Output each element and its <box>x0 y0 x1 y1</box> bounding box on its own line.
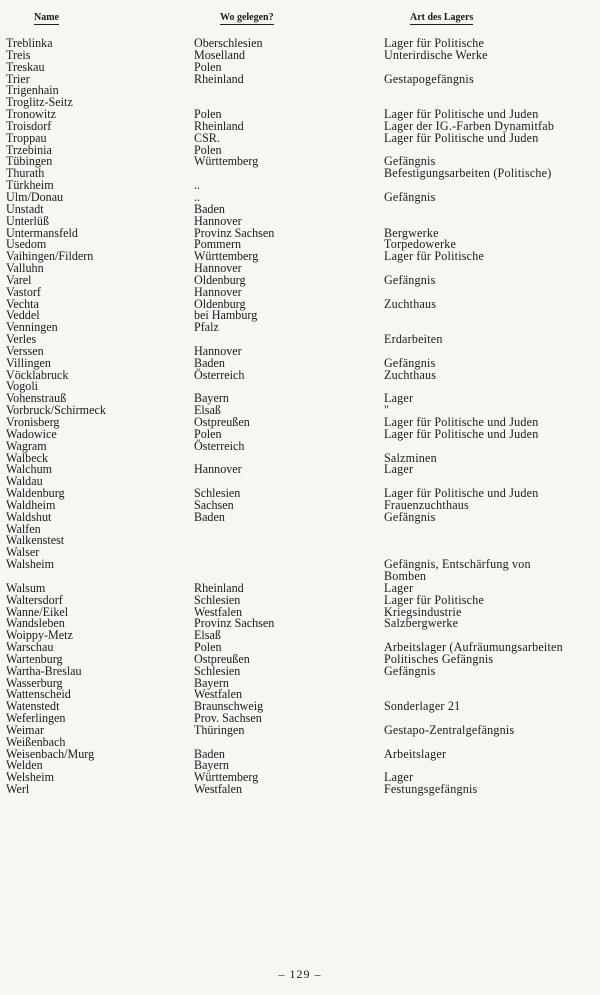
cell-location: Sachsen <box>194 497 234 512</box>
cell-name: Waldheim <box>6 497 56 512</box>
cell-location: Hannover <box>194 261 242 276</box>
cell-camp-type: Arbeitslager (Aufräumungsarbeiten <box>384 640 563 655</box>
cell-camp-type <box>384 760 600 772</box>
cell-name: Vronisberg <box>6 415 60 429</box>
cell-camp-type: Lager für Politische und Juden <box>384 107 539 122</box>
cell-location <box>194 547 380 559</box>
cell-name: Waltersdorf <box>6 592 63 607</box>
cell-location: Elsaß <box>194 403 221 418</box>
cell-name: Woippy-Metz <box>6 628 73 643</box>
cell-camp-type: Torpedowerke <box>384 237 457 252</box>
cell-camp-type: Zuchthaus <box>384 296 437 311</box>
cell-camp-type: Lager für Politische und Juden <box>384 426 539 441</box>
cell-location: Österreich <box>194 438 245 453</box>
cell-location: bei Hamburg <box>194 308 258 323</box>
cell-camp-type: Gefängnis <box>384 355 436 370</box>
cell-name: Ulm/Donau <box>6 189 64 204</box>
cell-camp-type: " <box>384 403 390 418</box>
cell-location: Oldenburg <box>194 272 246 287</box>
cell-name: Unstadt <box>6 201 44 216</box>
cell-location <box>194 559 380 571</box>
cell-camp-type: Frauenzuchthaus <box>384 497 469 512</box>
cell-camp-type <box>384 381 600 393</box>
cell-location: Polen <box>194 142 222 157</box>
cell-camp-type: Erdarbeiten <box>384 332 443 347</box>
cell-name: Wasserburg <box>6 675 63 690</box>
cell-camp-type: Lager der IG.-Farben Dynamitfab <box>384 118 555 133</box>
cell-name: Troglitz-Seitz <box>6 95 73 110</box>
cell-location: Württemberg <box>194 249 259 264</box>
cell-camp-type: Gefängnis <box>384 154 436 169</box>
cell-name: Waldenburg <box>6 486 65 501</box>
cell-location: Polen <box>194 640 222 655</box>
cell-name: Troppau <box>6 130 47 145</box>
cell-camp-type: Festungsgefängnis <box>384 782 478 796</box>
cell-camp-type: Lager <box>384 462 414 477</box>
cell-camp-type: Salzminen <box>384 450 437 465</box>
cell-location <box>194 85 380 97</box>
cell-camp-type <box>384 524 600 536</box>
cell-location: Württemberg <box>194 154 259 169</box>
cell-name: Welden <box>6 758 43 773</box>
cell-name: Vogoli <box>6 379 39 394</box>
cell-name: Verles <box>6 332 37 347</box>
cell-name: Venningen <box>6 320 58 335</box>
cell-camp-type: Lager für Politische und Juden <box>384 130 539 145</box>
cell-location: Bayern <box>194 391 229 406</box>
cell-location: Baden <box>194 201 225 216</box>
cell-location: Württemberg <box>194 770 259 785</box>
page-number: – 129 – <box>278 967 322 981</box>
cell-name: Weisenbach/Murg <box>6 746 95 761</box>
cell-location: Hannover <box>194 213 242 228</box>
cell-location: Baden <box>194 355 225 370</box>
cell-name: Walfen <box>6 521 41 536</box>
cell-location: Rheinland <box>194 580 244 595</box>
cell-location: Hannover <box>194 462 242 477</box>
cell-camp-type: Lager für Politische <box>384 38 485 50</box>
cell-location: Westfalen <box>194 782 243 796</box>
cell-camp-type: Gefängnis <box>384 663 436 678</box>
column-camp-type <box>384 38 600 796</box>
cell-name: Walchum <box>6 462 53 477</box>
cell-name: Vaihingen/Fildern <box>6 249 94 264</box>
cell-camp-type: Befestigungsarbeiten (Politische) <box>384 166 552 181</box>
cell-location: Provinz Sachsen <box>194 225 275 240</box>
cell-camp-type <box>384 85 600 97</box>
cell-name: Tronowitz <box>6 107 56 122</box>
cell-location: .. <box>194 189 201 204</box>
cell-location <box>194 535 380 547</box>
cell-location: Oberschlesien <box>194 38 263 50</box>
cell-camp-type: Sonderlager 21 <box>384 699 461 714</box>
cell-location: Braunschweig <box>194 699 264 714</box>
cell-location: .. <box>194 178 201 193</box>
cell-location: Schlesien <box>194 486 241 501</box>
cell-name: Trier <box>6 71 30 86</box>
cell-name: Thurath <box>6 166 45 181</box>
cell-name: Verssen <box>6 343 44 358</box>
cell-name: Vöcklabruck <box>6 367 69 382</box>
cell-location: Prov. Sachsen <box>194 711 262 726</box>
cell-location: Westfalen <box>194 604 243 619</box>
cell-camp-type: Lager für Politische <box>384 249 485 264</box>
cell-camp-type: Lager für Politische und Juden <box>384 415 539 429</box>
cell-name: Valluhn <box>6 261 44 276</box>
cell-name: Watenstedt <box>6 699 60 714</box>
cell-location: CSR. <box>194 130 220 145</box>
cell-location: Hannover <box>194 343 242 358</box>
cell-location: Westfalen <box>194 687 243 702</box>
cell-camp-type: Arbeitslager <box>384 746 447 761</box>
cell-camp-type: Salzbergwerke <box>384 616 459 631</box>
cell-name: Weimar <box>6 722 44 737</box>
cell-camp-type: Unterirdische Werke <box>384 47 488 62</box>
cell-name: Wartenburg <box>6 651 63 666</box>
cell-camp-type: Kriegsindustrie <box>384 604 462 619</box>
cell-location: Thüringen <box>194 722 245 737</box>
cell-name: Weferlingen <box>6 711 66 726</box>
cell-name: Villingen <box>6 355 51 370</box>
cell-name: Unterlüß <box>6 213 49 228</box>
header-location: Wo gelegen? <box>220 12 274 23</box>
cell-name: Weißenbach <box>6 734 66 749</box>
cell-name: Walsum <box>6 580 46 595</box>
cell-name: Wagram <box>6 438 47 453</box>
cell-camp-type: Bomben <box>384 568 427 583</box>
cell-location: Baden <box>194 746 225 761</box>
header-camp-type: Art des Lagers <box>410 12 474 23</box>
cell-name: Veddel <box>6 308 40 323</box>
cell-camp-type: Lager <box>384 580 414 595</box>
cell-location: Polen <box>194 107 222 122</box>
cell-location: Pommern <box>194 237 242 252</box>
cell-camp-type: Gefängnis <box>384 272 436 287</box>
column-name <box>6 38 194 796</box>
cell-name: Warschau <box>6 640 54 655</box>
cell-location: Oldenburg <box>194 296 246 311</box>
cell-location <box>194 97 380 109</box>
cell-name: Wadowice <box>6 426 57 441</box>
cell-name: Waldshut <box>6 509 52 524</box>
cell-name: Trzebinia <box>6 142 52 157</box>
cell-name: Wanne/Eikel <box>6 604 69 619</box>
cell-name: Walser <box>6 545 40 560</box>
cell-camp-type: Gestapogefängnis <box>384 71 474 86</box>
cell-camp-type: Gefängnis, Entschärfung von <box>384 557 531 572</box>
cell-name: Walsheim <box>6 557 55 572</box>
cell-name: Wandsleben <box>6 616 65 631</box>
cell-camp-type: Lager für Politische <box>384 592 485 607</box>
column-location <box>194 38 380 796</box>
cell-location: Schlesien <box>194 663 241 678</box>
cell-location: Schlesien <box>194 592 241 607</box>
cell-location: Ostpreußen <box>194 651 250 666</box>
cell-location: Rheinland <box>194 71 244 86</box>
cell-name: Walkenstest <box>6 533 65 548</box>
cell-camp-type: Gestapo-Zentralgefängnis <box>384 722 515 737</box>
cell-name: Welsheim <box>6 770 55 785</box>
cell-location: Provinz Sachsen <box>194 616 275 631</box>
cell-location <box>194 524 380 536</box>
cell-camp-type <box>384 535 600 547</box>
cell-camp-type: Bergwerke <box>384 225 439 240</box>
header-name: Name <box>34 12 59 23</box>
cell-name: Troisdorf <box>6 118 52 133</box>
cell-name: Vohenstrauß <box>6 391 67 406</box>
cell-name: Vastorf <box>6 284 41 299</box>
cell-location: Österreich <box>194 367 245 382</box>
cell-location: Bayern <box>194 758 229 773</box>
cell-name: Vorbruck/Schirmeck <box>6 403 106 418</box>
cell-location: Hannover <box>194 284 242 299</box>
cell-camp-type <box>384 204 600 216</box>
cell-name: Waldau <box>6 474 43 489</box>
cell-location: Moselland <box>194 47 246 62</box>
cell-camp-type: Lager für Politische und Juden <box>384 486 539 501</box>
cell-location <box>194 168 380 180</box>
cell-name: Trigenhain <box>6 83 59 98</box>
cell-name: Walbeck <box>6 450 49 465</box>
cell-camp-type: Lager <box>384 770 414 785</box>
cell-location: Pfalz <box>194 320 219 335</box>
cell-name: Tübingen <box>6 154 53 169</box>
cell-location: Baden <box>194 509 225 524</box>
cell-name: Treis <box>6 47 31 62</box>
cell-camp-type: Lager <box>384 391 414 406</box>
cell-name: Wattenscheid <box>6 687 71 702</box>
cell-location: Bayern <box>194 675 229 690</box>
cell-location: Polen <box>194 426 222 441</box>
cell-name: Werl <box>6 782 30 796</box>
cell-camp-type <box>384 678 600 690</box>
cell-name: Türkheim <box>6 178 54 193</box>
cell-location: Elsaß <box>194 628 221 643</box>
cell-location: Polen <box>194 59 222 74</box>
cell-name: Vechta <box>6 296 39 311</box>
cell-camp-type: Gefängnis <box>384 509 436 524</box>
cell-location: Rheinland <box>194 118 244 133</box>
cell-camp-type <box>384 310 600 322</box>
cell-camp-type: Zuchthaus <box>384 367 437 382</box>
cell-camp-type: Politisches Gefängnis <box>384 651 494 666</box>
cell-camp-type: Gefängnis <box>384 189 436 204</box>
cell-location: Ostpreußen <box>194 415 250 429</box>
cell-name: Untermansfeld <box>6 225 78 240</box>
cell-name: Treskau <box>6 59 45 74</box>
cell-name: Wartha-Breslau <box>6 663 82 678</box>
cell-name: Treblinka <box>6 38 53 50</box>
cell-name: Varel <box>6 272 32 287</box>
cell-name: Usedom <box>6 237 47 252</box>
